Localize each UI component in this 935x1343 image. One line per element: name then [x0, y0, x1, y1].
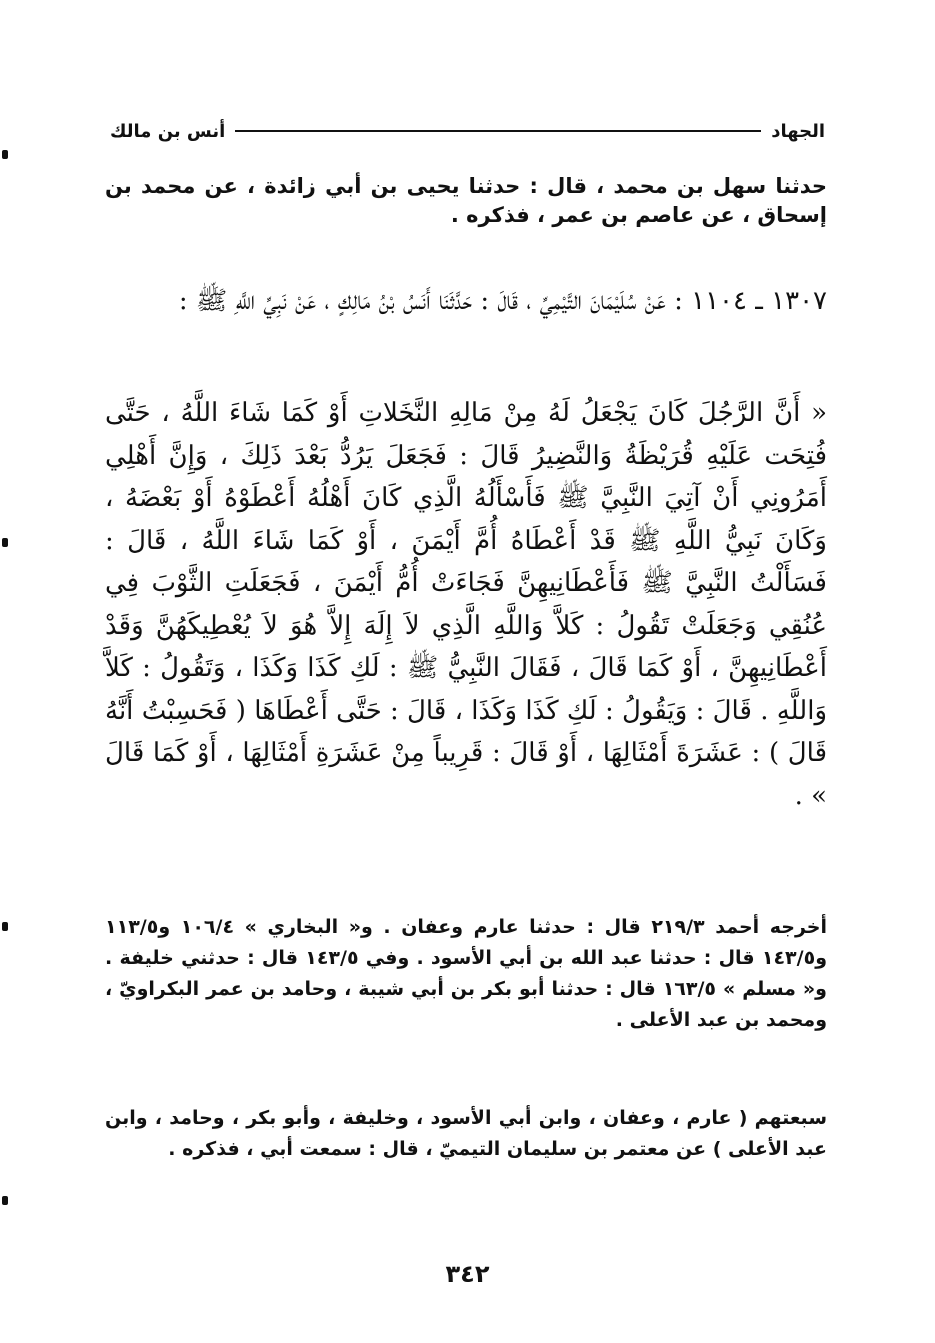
scan-edge-mark	[2, 922, 8, 931]
intro-paragraph: حدثنا سهل بن محمد ، قال : حدثنا يحيى بن أبي زائدة ، عن محمد بن إسحاق ، عن عاصم بن عمر ، فذكره .	[105, 174, 827, 227]
header-section-title: الجهاد	[771, 120, 825, 142]
scan-edge-mark	[2, 1196, 8, 1205]
takhrij-paragraph-1: أخرجه أحمد ٢١٩/٣ قال : حدثنا عارم وعفان . و« البخاري » ١٠٦/٤ و١١٣/٥ و١٤٣/٥ قال : حدثنا عبد الله بن أبي الأسود . وفي ١٤٣/٥ قال : حدثني خليفة . و« مسلم » ١٦٣/٥ قال : حدثنا أبو بكر بن أبي شيبة ، وحامد بن عمر البكراويّ ، ومحمد بن عبد الأعلى .	[105, 916, 827, 1031]
page-number: ٣٤٢	[445, 1260, 490, 1288]
hadith-text: « أَنَّ الرَّجُلَ كَانَ يَجْعَلُ لَهُ مِنْ مَالِهِ النَّخَلاتِ أَوْ كَمَا شَاءَ اللَّهُ ، حَتَّى فُتِحَت عَلَيْهِ قُرَيْظَةُ وَالنَّضِيرُ قَالَ : فَجَعَلَ يَرُدُّ بَعْدَ ذَلِكَ ، وَإِنَّ أَهْلِي أَمَرُونِي أَنْ آتِيَ النَّبِيَّ ﷺ فَأَسْأَلُهُ الَّذِي كَانَ أَهْلُهُ أَعْطَوْهُ أَوْ بَعْضَهُ ، وَكَانَ نَبِيُّ اللَّهِ ﷺ قَدْ أَعْطَاهُ أُمَّ أَيْمَنَ ، أَوْ كَمَا شَاءَ اللَّهُ ، قَالَ : فَسَأَلْتُ النَّبِيَّ ﷺ فَأَعْطَانِيهِنَّ فَجَاءَتْ أُمُّ أَيْمَنَ ، فَجَعَلَتِ الثَّوْبَ فِي عُنُقِي وَجَعَلَتْ تَقُولُ : كَلاَّ وَاللَّهِ الَّذِي لاَ إِلَهَ إِلاَّ هُوَ لاَ يُعْطِيكَهُنَّ وَقَدْ أَعْطَانِيهِنَّ ، أَوْ كَمَا قَالَ ، فَقَالَ النَّبِيُّ ﷺ : لَكِ كَذَا وَكَذَا ، وَتَقُولُ : كَلاَّ وَاللَّهِ . قَالَ : وَيَقُولُ : لَكِ كَذَا وَكَذَا ، قَالَ : حَتَّى أَعْطَاهَا ( فَحَسِبْتُ أَنَّهُ قَالَ ) : عَشَرَةَ أَمْثَالِهَا ، أَوْ قَالَ : قَرِيباً مِنْ عَشَرَةِ أَمْثَالِهَا ، أَوْ كَمَا قَالَ » .	[105, 398, 827, 811]
header-narrator: أنس بن مالك	[110, 120, 226, 142]
takhrij-paragraph-2: سبعتهم ( عارم ، وعفان ، وابن أبي الأسود ، وخليفة ، وأبو بكر ، وحامد ، وابن عبد الأعلى ) عن معتمر بن سليمان التيميّ ، قال : سمعت أبي ، فذكره .	[105, 1107, 827, 1160]
scan-edge-mark	[2, 150, 8, 159]
hadith-heading: ١٣٠٧ ـ ١١٠٤ : عَنْ سُلَيْمَانَ التَّيْمِيِّ ، قَالَ : حَدَّثَنَا أَنَسُ بْنُ مَالِكٍ ، عَنْ نَبِيِّ اللَّهِ ﷺ :	[178, 286, 827, 316]
running-header	[110, 118, 825, 144]
scan-edge-mark	[2, 538, 8, 547]
header-rule	[235, 130, 761, 132]
